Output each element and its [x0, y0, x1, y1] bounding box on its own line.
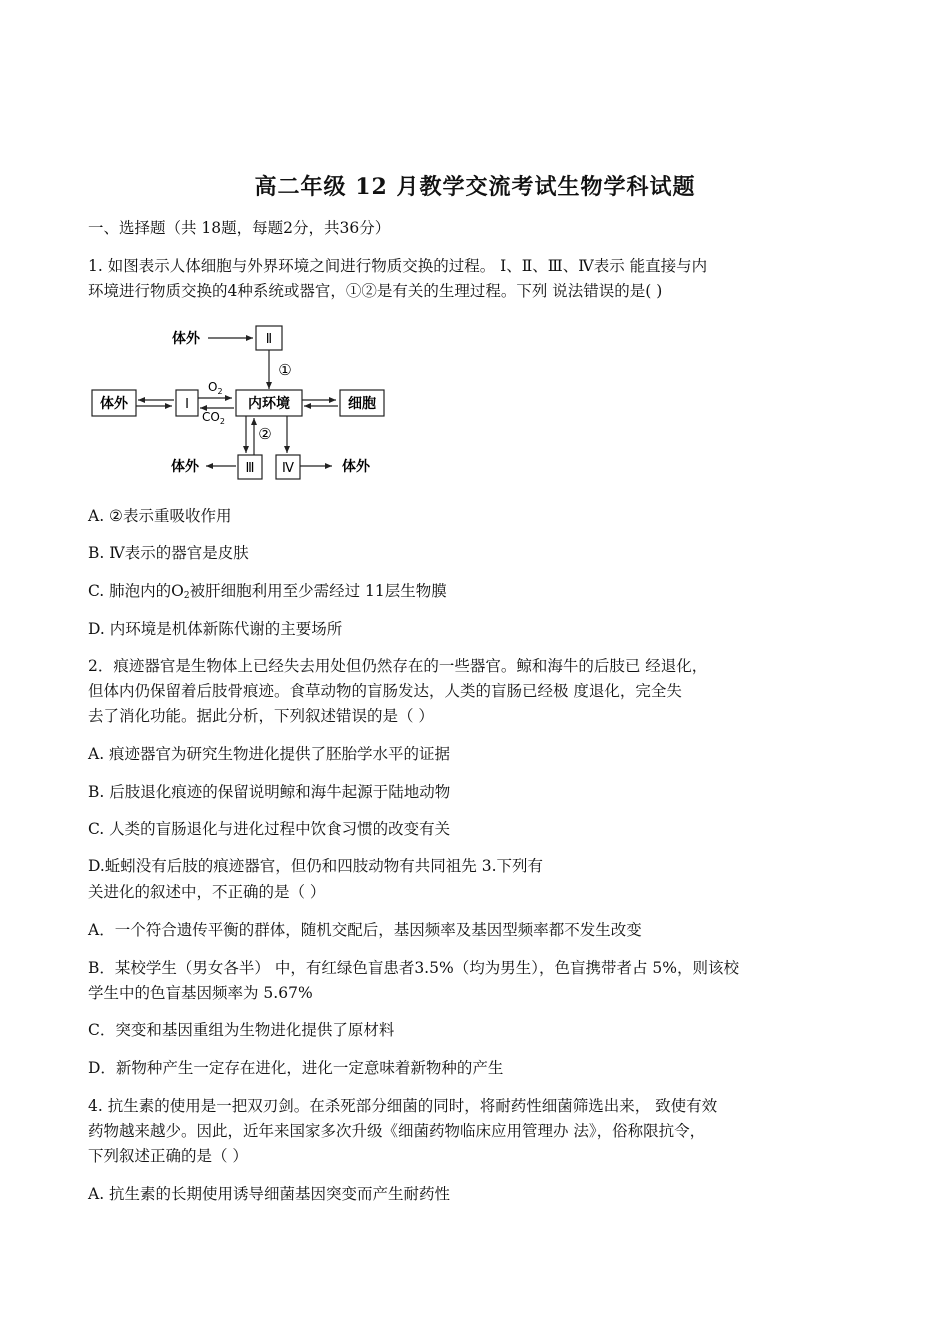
outside-label-bottom-right: 体外 [342, 459, 370, 475]
q2-option-b: B. 后肢退化痕迹的保留说明鲸和海牛起源于陆地动物 [88, 783, 451, 801]
q4-stem-line3: 下列叙述正确的是（ ） [88, 1147, 248, 1165]
o2-label: $O_2$ [208, 380, 223, 396]
box-3-label: Ⅲ [245, 461, 255, 476]
q1-option-a: A. ②表示重吸收作用 [88, 507, 232, 525]
co2-label: $CO_2$ [202, 410, 225, 426]
section-heading: 一、选择题（共 18题，每题2分，共36分） [88, 219, 391, 237]
q3-option-b-line1: B．某校学生（男女各半） 中，有红绿色盲患者3.5%（均为男生），色盲携带者占 5%，则该校 [88, 959, 739, 977]
q4-stem-line2: 药物越来越少。因此，近年来国家多次升级《细菌药物临床应用管理办 法》，俗称限抗令， [88, 1122, 706, 1140]
q1-exchange-diagram [88, 318, 393, 483]
q3-option-a: A．一个符合遗传平衡的群体，随机交配后，基因频率及基因型频率都不发生改变 [88, 921, 642, 939]
q3-option-d: D．新物种产生一定存在进化，进化一定意味着新物种的产生 [88, 1059, 504, 1077]
q2-option-a: A. 痕迹器官为研究生物进化提供了胚胎学水平的证据 [88, 745, 451, 763]
q2-stem-line1: 2．痕迹器官是生物体上已经失去用处但仍然存在的一些器官。鲸和海牛的后肢已 经退化， [88, 657, 708, 675]
q3-option-c: C．突变和基因重组为生物进化提供了原材料 [88, 1021, 395, 1039]
q2-stem-line2: 但体内仍保留着后肢骨痕迹。食草动物的盲肠发达，人类的盲肠已经极 度退化，完全失 [88, 682, 682, 700]
outside-label-top: 体外 [172, 331, 200, 347]
q1-option-d: D. 内环境是机体新陈代谢的主要场所 [88, 620, 343, 638]
box-2-label: Ⅱ [265, 332, 273, 347]
q2-option-c: C. 人类的盲肠退化与进化过程中饮食习惯的改变有关 [88, 820, 451, 838]
box-4-label: Ⅳ [282, 461, 294, 476]
q4-option-a: A. 抗生素的长期使用诱导细菌基因突变而产生耐药性 [88, 1185, 451, 1203]
q2-stem-line3: 去了消化功能。据此分析，下列叙述错误的是（ ） [88, 707, 434, 725]
q2-option-d: D.蚯蚓没有后肢的痕迹器官，但仍和四肢动物有共同祖先 3.下列有 [88, 857, 544, 875]
q3-option-b-line2: 学生中的色盲基因频率为 5.67% [88, 984, 313, 1002]
process-1-label: ① [278, 361, 292, 379]
inner-environment-label: 内环境 [248, 396, 290, 412]
q1-stem-line2: 环境进行物质交换的4种系统或器官，①②是有关的生理过程。下列 说法错误的是( ) [88, 282, 663, 300]
q4-stem-line1: 4. 抗生素的使用是一把双刃剑。在杀死部分细菌的同时，将耐药性细菌筛选出来， 致使有效 [88, 1097, 718, 1115]
process-2-label: ② [258, 425, 272, 443]
q1-option-c: C. 肺泡内的$O_2$被肝细胞利用至少需经过 11层生物膜 [88, 582, 447, 601]
cell-label: 细胞 [348, 396, 376, 412]
outside-label-left: 体外 [100, 396, 128, 412]
q3-stem: 关进化的叙述中，不正确的是（ ） [88, 883, 326, 901]
exam-title: 高二年级 12 月教学交流考试生物学科试题 [254, 174, 696, 200]
q1-stem-line1: 1. 如图表示人体细胞与外界环境之间进行物质交换的过程。 Ⅰ、Ⅱ、Ⅲ、Ⅳ表示 能直接与内 [88, 257, 708, 275]
q1-option-b: B. Ⅳ表示的器官是皮肤 [88, 544, 249, 562]
outside-label-bottom-left: 体外 [171, 459, 199, 475]
box-1-label: Ⅰ [185, 397, 189, 412]
